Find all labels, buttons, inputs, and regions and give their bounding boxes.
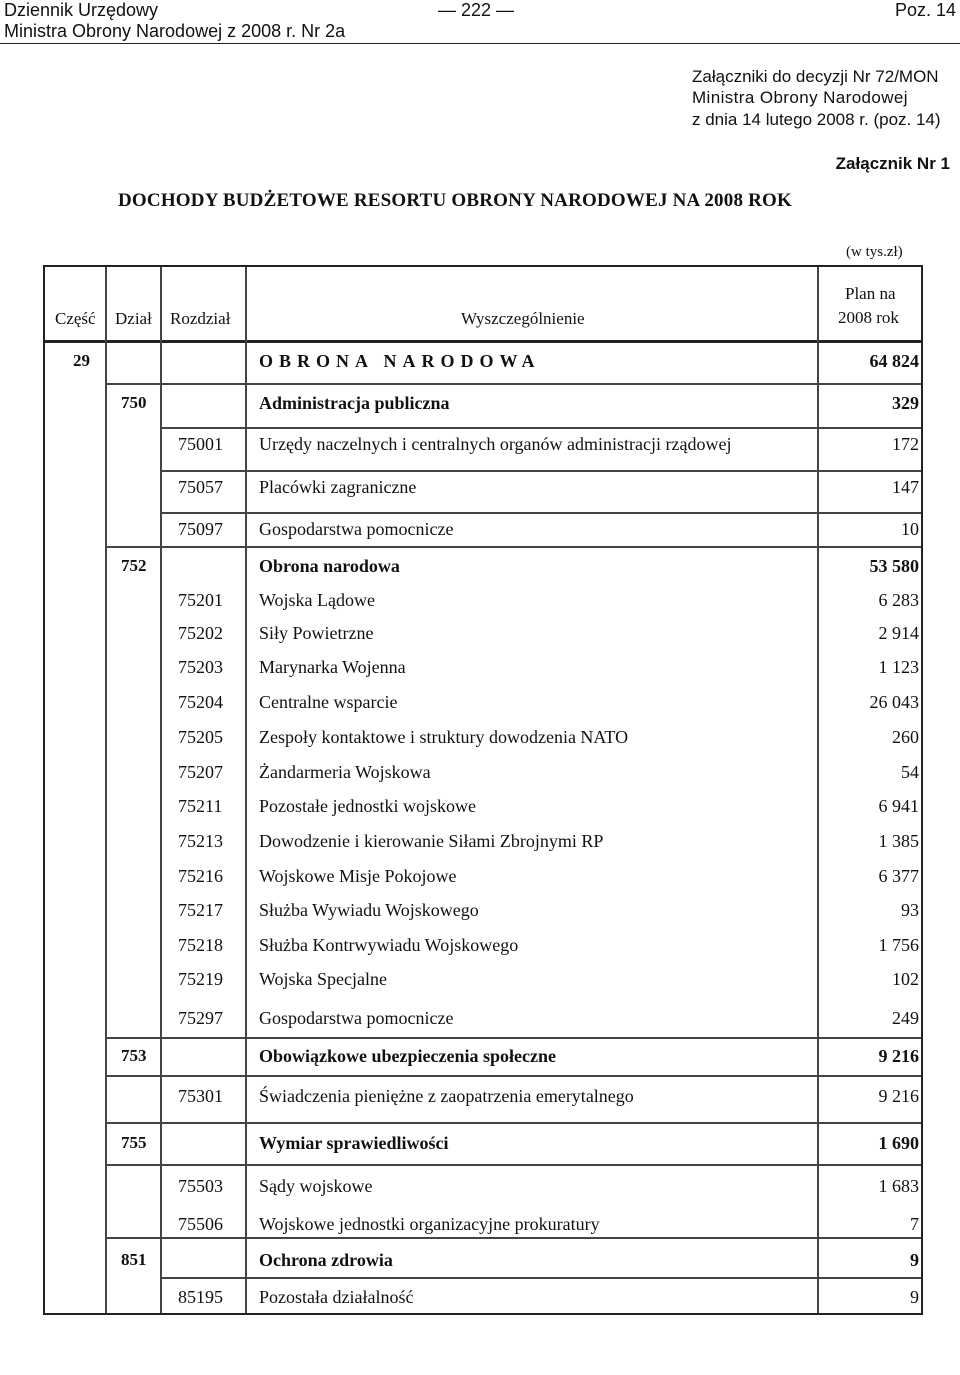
journal-name: Dziennik Urzędowy bbox=[4, 0, 159, 20]
row-divider bbox=[160, 512, 921, 514]
dzial-cell: 851 bbox=[121, 1250, 147, 1269]
rozdzial-cell: 75211 bbox=[178, 796, 223, 816]
plan-value-cell: 102 bbox=[892, 969, 919, 989]
document-title: DOCHODY BUDŻETOWE RESORTU OBRONY NARODOWEJ NA 2008 ROK bbox=[118, 190, 792, 211]
description-cell: Zespoły kontaktowe i struktury dowodzenia NATO bbox=[259, 727, 629, 747]
column-divider bbox=[160, 267, 162, 1313]
description-cell: Gospodarstwa pomocnicze bbox=[259, 1008, 454, 1028]
plan-value-cell: 249 bbox=[892, 1008, 919, 1028]
attachment-line-3: z dnia 14 lutego 2008 r. (poz. 14) bbox=[692, 110, 941, 129]
description-cell: Obowiązkowe ubezpieczenia społeczne bbox=[259, 1046, 556, 1066]
description-cell: Administracja publiczna bbox=[259, 393, 450, 413]
rozdzial-cell: 75204 bbox=[178, 692, 223, 712]
plan-value-cell: 7 bbox=[910, 1214, 919, 1234]
column-divider bbox=[817, 267, 819, 1313]
czesc-cell: 29 bbox=[73, 351, 90, 370]
plan-value-cell: 9 216 bbox=[878, 1046, 919, 1066]
page-number: — 222 — bbox=[438, 0, 515, 20]
position-label: Poz. 14 bbox=[894, 0, 956, 20]
header-rule bbox=[0, 43, 960, 44]
plan-value-cell: 2 914 bbox=[878, 623, 919, 643]
dzial-cell: 755 bbox=[121, 1133, 147, 1152]
rozdzial-cell: 75205 bbox=[178, 727, 223, 747]
row-divider bbox=[45, 340, 921, 343]
budget-table bbox=[43, 265, 923, 1315]
plan-value-cell: 329 bbox=[892, 393, 919, 413]
plan-value-cell: 6 283 bbox=[878, 590, 919, 610]
description-cell: Wojskowe jednostki organizacyjne prokuratury bbox=[259, 1214, 600, 1234]
row-divider bbox=[105, 1075, 921, 1077]
attachment-line-1: Załączniki do decyzji Nr 72/MON bbox=[692, 67, 939, 86]
row-divider bbox=[105, 1037, 921, 1039]
plan-value-cell: 1 690 bbox=[878, 1133, 919, 1153]
plan-value-cell: 260 bbox=[892, 727, 919, 747]
col-header-plan-line2: 2008 rok bbox=[838, 308, 899, 327]
plan-value-cell: 1 683 bbox=[878, 1176, 919, 1196]
rozdzial-cell: 75203 bbox=[178, 657, 223, 677]
unit-label: (w tys.zł) bbox=[846, 244, 903, 260]
description-cell: Służba Kontrwywiadu Wojskowego bbox=[259, 935, 519, 955]
column-divider bbox=[105, 267, 107, 1313]
description-cell: Wojskowe Misje Pokojowe bbox=[259, 866, 457, 886]
attachment-line-2: Ministra Obrony Narodowej bbox=[692, 88, 908, 107]
rozdzial-cell: 75216 bbox=[178, 866, 223, 886]
row-divider bbox=[105, 1164, 921, 1166]
plan-value-cell: 10 bbox=[901, 519, 919, 539]
description-cell: Urzędy naczelnych i centralnych organów administracji rządowej bbox=[259, 434, 732, 454]
description-cell: Dowodzenie i kierowanie Siłami Zbrojnymi RP bbox=[259, 831, 604, 851]
rozdzial-cell: 75201 bbox=[178, 590, 223, 610]
rozdzial-cell: 85195 bbox=[178, 1287, 223, 1307]
plan-value-cell: 9 bbox=[910, 1250, 919, 1270]
plan-value-cell: 172 bbox=[892, 434, 919, 454]
plan-value-cell: 147 bbox=[892, 477, 919, 497]
row-divider bbox=[105, 546, 921, 548]
description-cell: Siły Powietrzne bbox=[259, 623, 374, 643]
col-header-plan-line1: Plan na bbox=[845, 284, 896, 303]
description-cell: Sądy wojskowe bbox=[259, 1176, 373, 1196]
plan-value-cell: 6 377 bbox=[878, 866, 919, 886]
description-cell: Pozostałe jednostki wojskowe bbox=[259, 796, 476, 816]
description-cell: Marynarka Wojenna bbox=[259, 657, 406, 677]
dzial-cell: 752 bbox=[121, 556, 147, 575]
row-divider bbox=[105, 1237, 921, 1239]
rozdzial-cell: 75001 bbox=[178, 434, 223, 454]
row-divider bbox=[160, 1277, 921, 1279]
col-header-czesc: Część bbox=[55, 309, 96, 328]
rozdzial-cell: 75202 bbox=[178, 623, 223, 643]
col-header-opis: Wyszczególnienie bbox=[461, 309, 585, 328]
description-cell: Placówki zagraniczne bbox=[259, 477, 417, 497]
plan-value-cell: 54 bbox=[901, 762, 919, 782]
rozdzial-cell: 75057 bbox=[178, 477, 223, 497]
plan-value-cell: 1 385 bbox=[878, 831, 919, 851]
rozdzial-cell: 75217 bbox=[178, 900, 223, 920]
dzial-cell: 753 bbox=[121, 1046, 147, 1065]
col-header-dzial: Dział bbox=[115, 309, 152, 328]
description-cell: Gospodarstwa pomocnicze bbox=[259, 519, 454, 539]
annex-label: Załącznik Nr 1 bbox=[835, 154, 950, 173]
description-cell: Wojska Lądowe bbox=[259, 590, 376, 610]
rozdzial-cell: 75506 bbox=[178, 1214, 223, 1234]
rozdzial-cell: 75297 bbox=[178, 1008, 223, 1028]
row-divider bbox=[160, 470, 921, 472]
row-divider bbox=[160, 427, 921, 429]
plan-value-cell: 93 bbox=[901, 900, 919, 920]
rozdzial-cell: 75207 bbox=[178, 762, 223, 782]
plan-value-cell: 1 756 bbox=[878, 935, 919, 955]
plan-value-cell: 9 bbox=[910, 1287, 919, 1307]
column-divider bbox=[245, 267, 247, 1313]
row-divider bbox=[105, 1122, 921, 1124]
issuer-name: Ministra Obrony Narodowej z 2008 r. Nr 2a bbox=[4, 21, 346, 41]
description-cell: Centralne wsparcie bbox=[259, 692, 398, 712]
description-cell: Pozostała działalność bbox=[259, 1287, 414, 1307]
description-cell: Wymiar sprawiedliwości bbox=[259, 1133, 449, 1153]
description-cell: Obrona narodowa bbox=[259, 556, 400, 576]
plan-value-cell: 64 824 bbox=[869, 351, 919, 371]
plan-value-cell: 26 043 bbox=[869, 692, 919, 712]
plan-value-cell: 53 580 bbox=[869, 556, 919, 576]
dzial-cell: 750 bbox=[121, 393, 147, 412]
plan-value-cell: 6 941 bbox=[878, 796, 919, 816]
description-cell: Służba Wywiadu Wojskowego bbox=[259, 900, 479, 920]
description-cell: OBRONA NARODOWA bbox=[259, 351, 541, 371]
plan-value-cell: 1 123 bbox=[878, 657, 919, 677]
rozdzial-cell: 75218 bbox=[178, 935, 223, 955]
description-cell: Wojska Specjalne bbox=[259, 969, 388, 989]
rozdzial-cell: 75503 bbox=[178, 1176, 223, 1196]
plan-value-cell: 9 216 bbox=[878, 1086, 919, 1106]
rozdzial-cell: 75213 bbox=[178, 831, 223, 851]
rozdzial-cell: 75097 bbox=[178, 519, 223, 539]
rozdzial-cell: 75301 bbox=[178, 1086, 223, 1106]
description-cell: Żandarmeria Wojskowa bbox=[259, 762, 431, 782]
description-cell: Świadczenia pieniężne z zaopatrzenia emerytalnego bbox=[259, 1086, 634, 1106]
description-cell: Ochrona zdrowia bbox=[259, 1250, 393, 1270]
row-divider bbox=[105, 383, 921, 385]
rozdzial-cell: 75219 bbox=[178, 969, 223, 989]
col-header-rozdzial: Rozdział bbox=[170, 309, 231, 328]
